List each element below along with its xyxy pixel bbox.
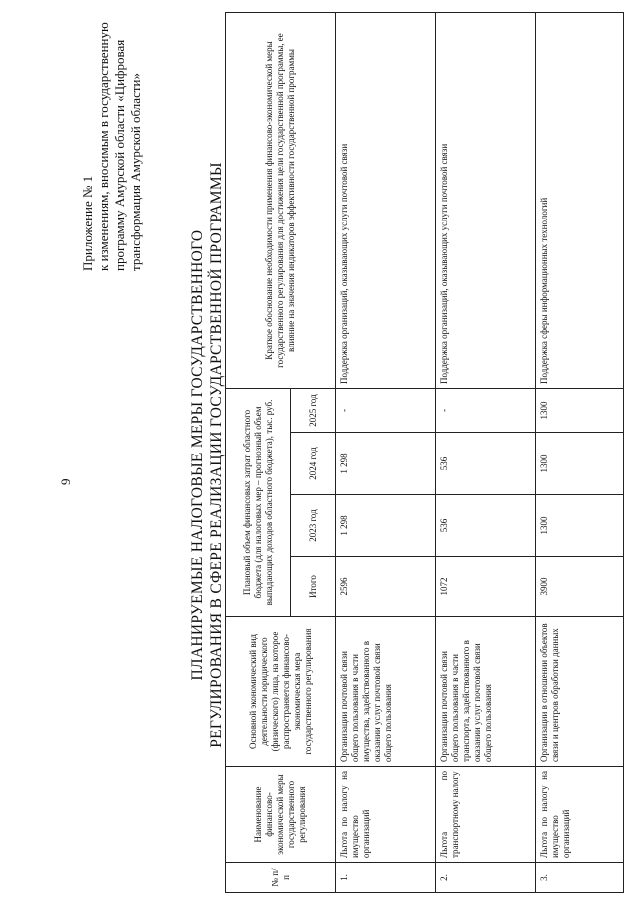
table-row <box>536 13 624 893</box>
cell-2023: 1300 <box>536 495 624 557</box>
cell-total: 2596 <box>336 557 436 617</box>
appendix-line: Приложение № 1 <box>80 175 95 271</box>
appendix-line: трансформация Амурской области» <box>128 73 143 271</box>
appendix-line: программу Амурской области «Цифровая <box>112 39 127 271</box>
header-justification: Краткое обоснование необходимости применения финансово-экономической меры государственного регулирования для достижения цели государственной программы, ее влияние на значения индикаторов эффективности государственной программы <box>226 13 336 389</box>
appendix-line: к изменениям, вносимым в государственную <box>96 22 111 271</box>
cell-total: 3900 <box>536 557 624 617</box>
cell-num: 3. <box>536 863 624 893</box>
cell-num: 2. <box>436 863 536 893</box>
cell-measure-name: Льгота по налогу на имущество организаций <box>536 767 624 863</box>
table-row <box>336 13 436 893</box>
header-num: № п/п <box>226 863 336 893</box>
table-row <box>436 13 536 893</box>
document-title <box>188 125 226 785</box>
cell-activity: Организации почтовой связи общего пользования в части имущества, задействованного в оказании услуг почтовой связи общего пользования <box>336 617 436 767</box>
cell-justification: Поддержка сферы информационных технологий <box>536 13 624 389</box>
header-2023: 2023 год <box>291 495 336 557</box>
cell-num: 1. <box>336 863 436 893</box>
cell-measure-name: Льгота по налогу на имущество организаций <box>336 767 436 863</box>
table-header-row <box>226 13 291 893</box>
cell-2024: 1 298 <box>336 433 436 495</box>
header-measure-name: Наименование финансово-экономической меры государственного регулирования <box>226 767 336 863</box>
header-total: Итого <box>291 557 336 617</box>
cell-2024: 1300 <box>536 433 624 495</box>
cell-activity: Организации в отношении объектов связи и центров обработки данных <box>536 617 624 767</box>
header-2024: 2024 год <box>291 433 336 495</box>
tax-measures-table <box>225 12 624 893</box>
title-line: ПЛАНИРУЕМЫЕ НАЛОГОВЫЕ МЕРЫ ГОСУДАРСТВЕННОГО <box>189 229 206 681</box>
appendix-note <box>80 21 144 271</box>
cell-2025: - <box>436 389 536 433</box>
cell-measure-name: Льгота по транспортному налогу <box>436 767 536 863</box>
page-number: 9 <box>58 478 73 485</box>
header-2025: 2025 год <box>291 389 336 433</box>
cell-2025: - <box>336 389 436 433</box>
cell-activity: Организации почтовой связи общего пользования в части транспорта, задействованного в оказании услуг почтовой связи общего пользования <box>436 617 536 767</box>
cell-justification: Поддержка организаций, оказывающих услуги почтовой связи <box>436 13 536 389</box>
title-line: РЕГУЛИРОВАНИЯ В СФЕРЕ РЕАЛИЗАЦИИ ГОСУДАРСТВЕННОЙ ПРОГРАММЫ <box>208 162 225 748</box>
cell-2023: 1 298 <box>336 495 436 557</box>
cell-total: 1072 <box>436 557 536 617</box>
cell-2025: 1300 <box>536 389 624 433</box>
header-planned-volume: Плановый объем финансовых затрат областного бюджета (для налоговых мер – прогнозный объем выпадающих доходов областного бюджета), тыс. руб. <box>226 389 291 617</box>
cell-2023: 536 <box>436 495 536 557</box>
header-activity: Основной экономический вид деятельности юридического (физического) лица, на которое распространяется финансово-экономическая мера государственного регулирования <box>226 617 336 767</box>
cell-justification: Поддержка организаций, оказывающих услуги почтовой связи <box>336 13 436 389</box>
cell-2024: 536 <box>436 433 536 495</box>
